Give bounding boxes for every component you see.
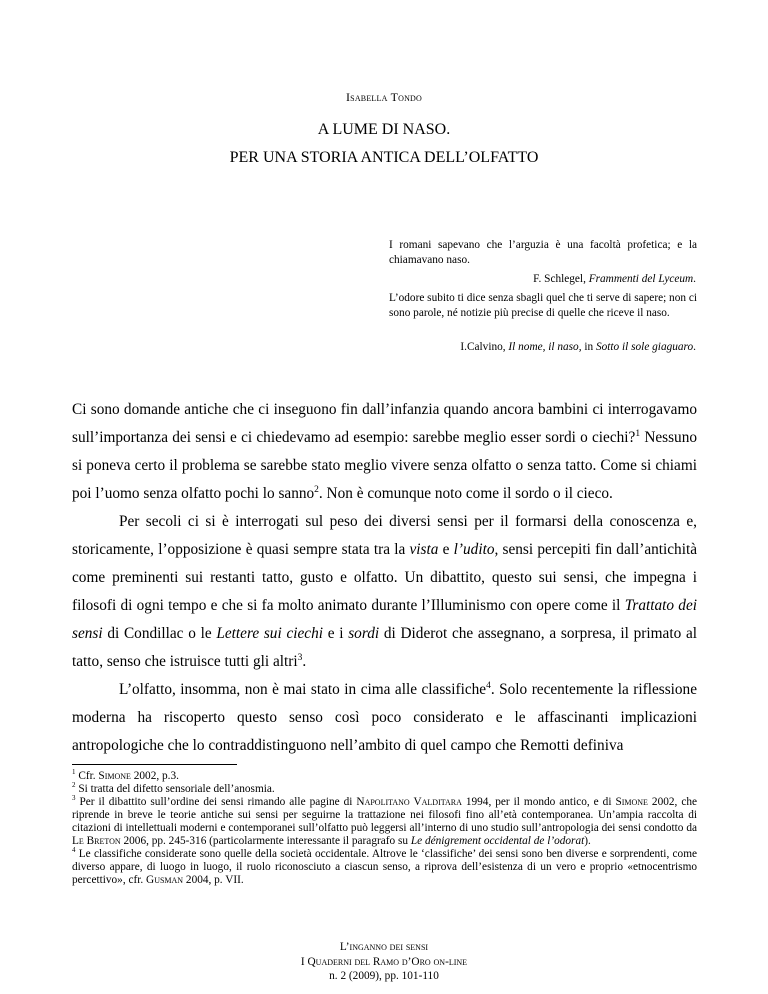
footnote-1: $^1$ Cfr. Simone 2002, p.3. [72,768,179,782]
footer-section-title: L’inganno dei sensi [339,941,429,953]
footer-journal-name: I Quaderni del Ramo d’Oro on-line [300,956,468,968]
footnote-4: $^4$ Le classifiche considerate sono quelle della società occidentale. Altrove le ‘classifiche’ dei sensi sono ben diverse e sorprendenti, come diverso appare, di luogo in luogo, il ruolo riconosciuto a ciascun senso, a riprova dell’esistenza di un vero e proprio «etnocentrismo percettivo», cfr. Gusman 2004, p. VII. [72,846,697,886]
body-text [72,396,697,760]
footnote-separator [72,764,237,765]
article-title-line-1: A LUME DI NASO. [317,121,451,138]
footnote-3: $^3$ Per il dibattito sull’ordine dei sensi rimando alle pagine di Napolitano Valditara 1994, per il mondo antico, e di Simone 2002, che riprende in breve le teorie antiche sui sensi per seguirne la trattazione nei filosofi fino all’età contemporanea. Un’ampia raccolta di citazioni di intellettuali moderni e contemporanei sull’olfatto può leggersi all’interno di uno studio sull’antropologia dei sensi condotto da Le Breton 2006, pp. 245-316 (particolarmente interessante il paragrafo su Le dénigrement occidental de l’odorat). [72,794,698,847]
paragraph-2: Per secoli ci si è interrogati sul peso dei diversi sensi per il formarsi della conoscenza e, storicamente, l’opposizione è quasi sempre stata tra la vista e l’udito, sensi percepiti fin dall’antichità come preminenti sui restanti tatto, gusto e olfatto. Un dibattito, questo sui sensi, che impegna i filosofi di ogni tempo e che si fa molto animato durante l’Illuminismo con opere come il Trattato dei sensi di Condillac o le Lettere sui ciechi e i sordi di Diderot che assegnano, a sorpresa, il primato al tatto, senso che istruisce tutti gli altri$^3$. [72,513,698,670]
footer-issue-pages: n. 2 (2009), pp. 101-110 [329,970,439,982]
paragraph-3: L’olfatto, insomma, non è mai stato in cima alle classifiche$^4$. Solo recentemente la riflessione moderna ha riscoperto questo senso così poco considerato e le affascinanti implicazioni antropologiche che lo contraddistinguono nell’ambito di quel campo che Remotti definiva [72,680,697,754]
footnote-ref-3[interactable]: 3 [297,652,303,663]
epigraph-2-text: L’odore subito ti dice senza sbagli quel che ti serve di sapere; non ci sono parole, né notizie più precise di quelle che riceve il naso. [389,292,697,319]
footnotes [72,770,697,887]
article-title-line-2: PER UNA STORIA ANTICA DELL’OLFATTO [229,149,539,166]
epigraph-1-text: I romani sapevano che l’arguzia è una facoltà profetica; e la chiamavano naso. [389,239,697,266]
author-name: Isabella Tondo [345,90,423,104]
footnote-2: $^2$ Si tratta del difetto sensoriale dell’anosmia. [72,781,275,795]
footnote-ref-4[interactable]: 4 [486,680,491,691]
epigraph-1-source: F. Schlegel, Frammenti del Lyceum. [533,273,696,285]
footnote-ref-2[interactable]: 2 [314,484,319,495]
footnote-ref-1[interactable]: 1 [635,428,641,439]
paragraph-1: Ci sono domande antiche che ci inseguono fin dall’infanzia quando ancora bambini ci interrogavamo sull’importanza dei sensi e ci chiedevamo ad esempio: sarebbe meglio esser sordi o ciechi?$^1$ Nessuno si poneva certo il problema se sarebbe stato meglio vivere senza olfatto o senza tatto. Come si chiami poi l’uomo senza olfatto pochi lo sanno$^2$. Non è comunque noto come il sordo o il cieco. [72,401,698,502]
epigraph-2-source: I.Calvino, Il nome, il naso, in Sotto il sole giaguaro. [460,341,696,353]
